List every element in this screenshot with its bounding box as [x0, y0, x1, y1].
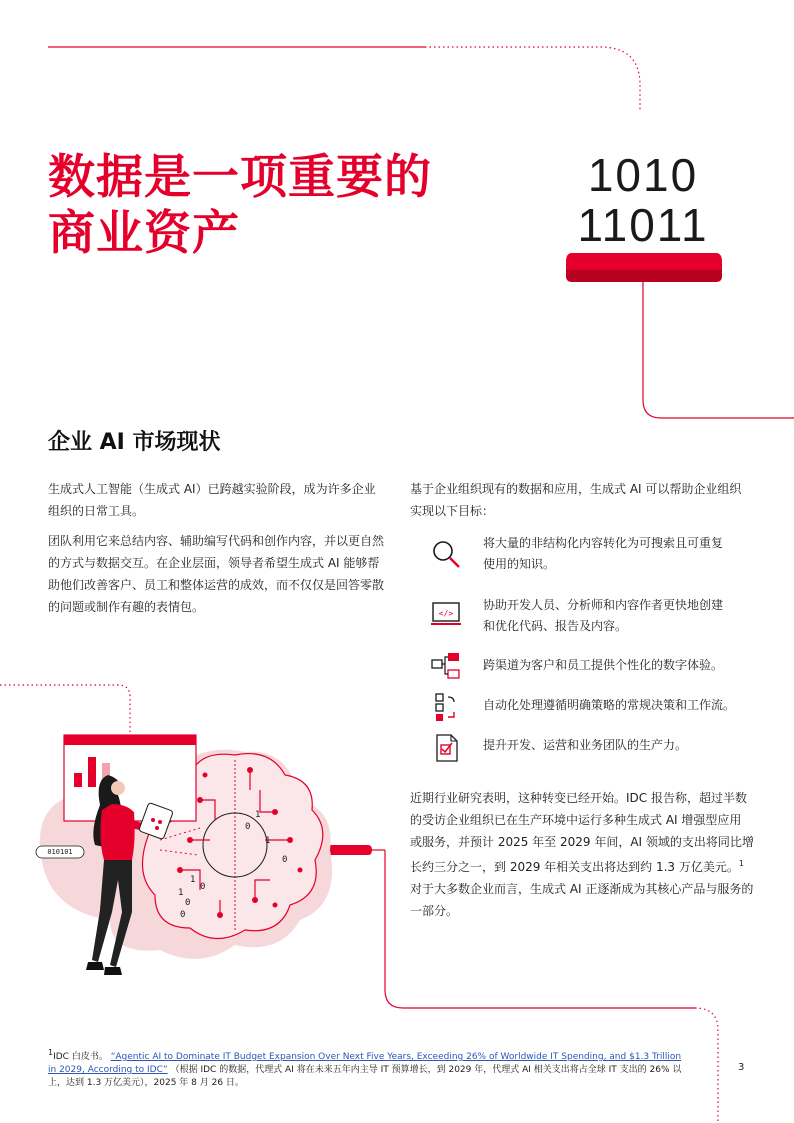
title-line: 商业资产 [48, 206, 240, 261]
page-title [48, 150, 432, 262]
goal-text-line: 将大量的非结构化内容转化为可搜索且可重复 [483, 536, 724, 550]
svg-text:</>: </> [438, 609, 454, 618]
paragraph-line: 的问题或制作有趣的表情包。 [48, 600, 205, 614]
channels-icon [430, 650, 462, 682]
goals-intro [410, 478, 755, 522]
brain-bit: 1 [178, 888, 184, 898]
goal-text-line: 跨渠道为客户和员工提供个性化的数字体验。 [483, 658, 724, 672]
workflow-icon [430, 692, 462, 724]
goal-item [483, 533, 748, 575]
goal-text-line: 自动化处理遵循明确策略的常规决策和工作流。 [483, 698, 736, 712]
footnote-prefix: IDC 白皮书。 [53, 1052, 108, 1062]
paragraph-line: 长约三分之一，到 2029 年相关支出将达到约 1.3 万亿美元。$^1$ [410, 859, 744, 874]
paragraph-line: 基于企业组织现有的数据和应用，生成式 AI 可以帮助企业组织 [410, 482, 742, 496]
paragraph-line: 实现以下目标： [410, 504, 495, 518]
binary-graphic [568, 150, 718, 250]
paragraph-line: 的方式与数据交互。在企业层面，领导者希望生成式 AI 能够帮 [48, 556, 380, 570]
brain-bit: 0 [245, 822, 251, 832]
page-number: 3 [738, 1062, 745, 1073]
brain-bit: 0 [185, 898, 191, 908]
paragraph-line: 生成式人工智能（生成式 AI）已跨越实验阶段，成为许多企业 [48, 482, 376, 496]
binary-tag: 010101 [47, 848, 73, 856]
goal-text-line: 提升开发、运营和业务团队的生产力。 [483, 738, 688, 752]
section-heading: 企业 AI 市场现状 [48, 430, 221, 455]
goal-text-line: 和优化代码、报告及内容。 [483, 619, 628, 633]
footnote-marker: 1 [48, 1048, 54, 1057]
goal-item [483, 735, 748, 756]
paragraph [48, 478, 388, 522]
paragraph [48, 530, 388, 618]
paragraph-line: 组织的日常工具。 [48, 504, 145, 518]
brain-bit: 1 [255, 810, 261, 820]
magnifier-icon [430, 538, 462, 570]
footnote [48, 1046, 688, 1090]
binary-line: 1010 [587, 149, 699, 201]
goal-item [483, 595, 748, 637]
paragraph-line: 助他们改善客户、员工和整体运营的成效，而不仅仅是回答零散 [48, 578, 385, 592]
code-icon [430, 598, 462, 630]
brain-bit: 1 [190, 875, 196, 885]
paragraph-line: 团队利用它来总结内容、辅助编写代码和创作内容，并以更自然 [48, 534, 385, 548]
research-paragraph [410, 787, 755, 922]
goal-item [483, 655, 748, 676]
footnote-ref[interactable]: 1 [738, 859, 744, 868]
binary-line: 11011 [577, 199, 709, 251]
paragraph-line: 或服务，并预计 2025 年至 2029 年间，AI 领域的支出将同比增 [410, 835, 754, 849]
brain-bit: 0 [282, 855, 288, 865]
goal-text-line: 使用的知识。 [483, 557, 556, 571]
paragraph-line: 的受访企业组织已在生产环境中运行多种生成式 AI 增强型应用 [410, 813, 742, 827]
footnote-link[interactable]: “Agentic AI to Dominate IT Budget Expansion Over Next Five Years, Exceeding 26% of Worldwide IT Spending, and $1.3 Trillion in 2029, According to IDC” [48, 1052, 682, 1075]
brain-bit: 0 [200, 882, 206, 892]
brain-bit: 0 [180, 910, 186, 920]
paragraph-line: 对于大多数企业而言，生成式 AI 正逐渐成为其核心产品与服务的 [410, 882, 754, 896]
brain-bit: 1 [265, 836, 271, 846]
paragraph-line: 近期行业研究表明，这种转变已经开始。IDC 报告称，超过半数 [410, 791, 747, 805]
paragraph-line: 一部分。 [410, 904, 459, 918]
footnote-rest: （根据 IDC 的数据，代理式 AI 将在未来五年内主导 IT 预算增长，到 2029 年，代理式 AI 相关支出将占全球 IT 支出的 26% 以上，达到 1.3 万亿美元），2025 年 8 月 26 日。 [48, 1065, 682, 1088]
goal-item [483, 695, 748, 716]
goal-text-line: 协助开发人员、分析师和内容作者更快地创建 [483, 598, 724, 612]
checklist-icon [430, 732, 462, 764]
title-line: 数据是一项重要的 [48, 150, 432, 205]
